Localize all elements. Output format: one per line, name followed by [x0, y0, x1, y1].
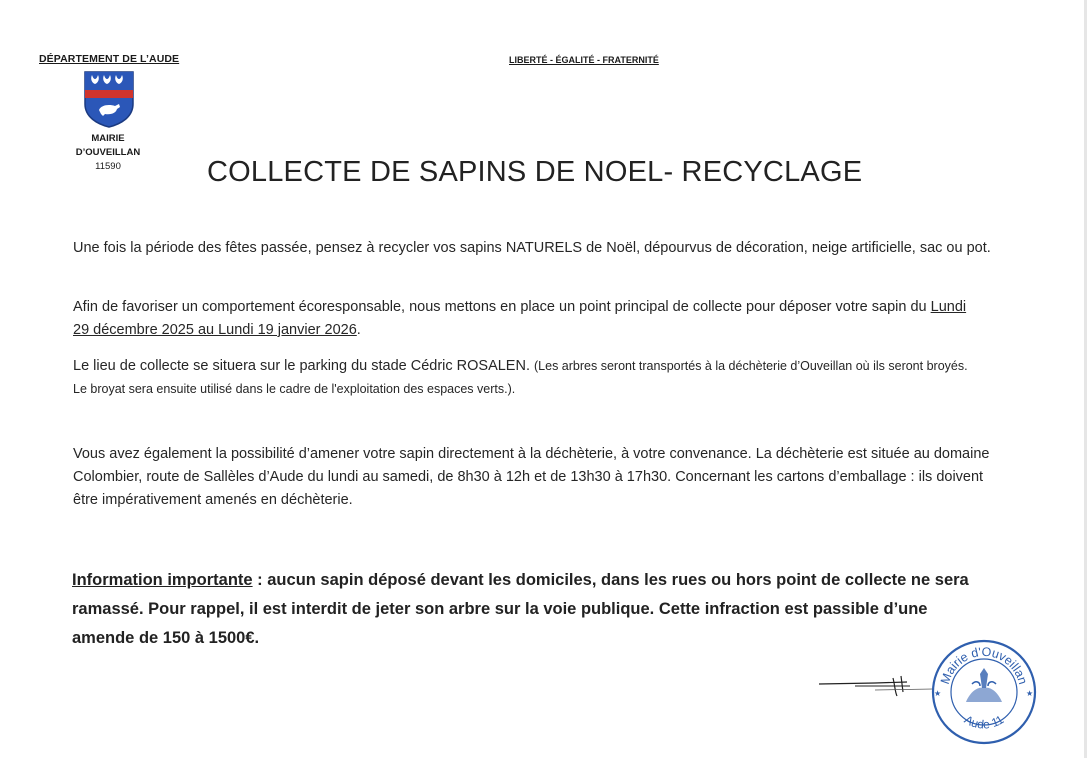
- important-label: Information importante: [72, 571, 253, 589]
- paragraph-collection-location: [73, 355, 973, 401]
- mairie-name: [64, 132, 152, 160]
- svg-text:★: ★: [934, 689, 942, 698]
- department-header: DÉPARTEMENT DE L’AUDE: [39, 53, 180, 65]
- important-information: [72, 566, 992, 653]
- collection-location-note: (Les arbres seront transportés à la déchèterie d’Ouveillan où ils seront broyés. Le broyat sera ensuite utilisé dans le cadre de l'exploitation des espaces verts.).: [73, 359, 968, 396]
- paragraph-dechetterie: Vous avez également la possibilité d’amener votre sapin directement à la déchèterie, à votre convenance. La déchèterie est située au domaine Colombier, route de Sallèles d’Aude du lundi au samedi, de 8h30 à 12h et de 13h30 à 17h30. Concernant les cartons d’emballage : ils doivent être impérativement amenés en déchèterie.: [73, 446, 990, 508]
- seal-top-text: Mairie d'Ouveillan: [937, 644, 1031, 686]
- collection-dates-end: .: [356, 322, 361, 338]
- seal-bottom-text: Aude 11: [961, 712, 1007, 732]
- collection-location-text: Le lieu de collecte se situera sur le parking du stade Cédric ROSALEN.: [73, 358, 530, 374]
- mairie-line-2: D’OUVEILLAN: [75, 147, 141, 158]
- postal-code: 11590: [95, 161, 121, 172]
- page-title: COLLECTE DE SAPINS DE NOEL- RECYCLAGE: [207, 156, 863, 188]
- collection-dates: Lundi 29 décembre 2025 au Lundi 19 janvier 2026: [73, 299, 967, 338]
- signature-icon: [815, 668, 945, 708]
- paragraph-recycling: Une fois la période des fêtes passée, pensez à recycler vos sapins NATURELS de Noël, dépourvus de décoration, neige artificielle, sac ou pot.: [73, 240, 991, 256]
- official-seal-icon: [928, 636, 1040, 748]
- republic-motto: LIBERTÉ - ÉGALITÉ - FRATERNITÉ: [509, 55, 659, 65]
- svg-text:Aude 11: [962, 712, 1007, 731]
- collection-intro-text: Afin de favoriser un comportement écoresponsable, nous mettons en place un point principal de collecte pour déposer votre sapin du: [73, 299, 931, 315]
- paragraph-collection-dates: [73, 296, 973, 342]
- coat-of-arms-icon: [83, 70, 135, 128]
- important-text: : aucun sapin déposé devant les domiciles, dans les rues ou hors point de collecte ne sera ramassé. Pour rappel, il est interdit de jeter son arbre sur la voie publique. Cette infraction est passible d’une amende de 150 à 1500€.: [72, 571, 969, 647]
- mairie-line-1: MAIRIE: [91, 133, 125, 144]
- svg-text:★: ★: [1026, 689, 1034, 698]
